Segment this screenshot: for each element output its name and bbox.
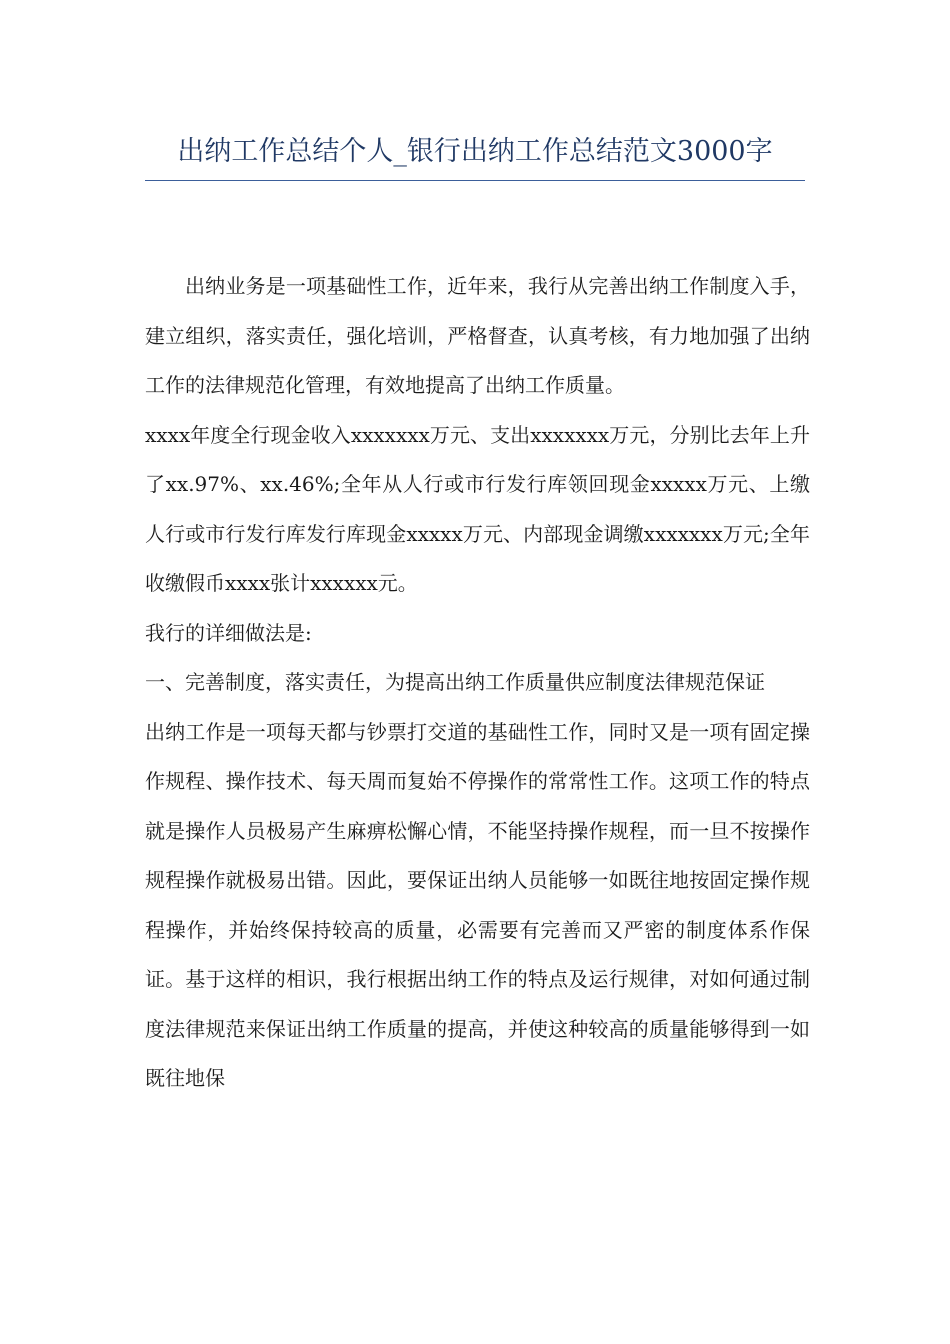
paragraph-intro: 出纳业务是一项基础性工作，近年来，我行从完善出纳工作制度入手，建立组织，落实责任，强化培训，严格督查，认真考核，有力地加强了出纳工作的法律规范化管理，有效地提高了出纳工作质量。 [145, 274, 810, 397]
paragraph-section-1-body: 出纳工作是一项每天都与钞票打交道的基础性工作，同时又是一项有固定操作规程、操作技术、每天周而复始不停操作的常常性工作。这项工作的特点就是操作人员极易产生麻痹松懈心情，不能坚持操作规程，而一旦不按操作规程操作就极易出错。因此，要保证出纳人员能够一如既往地按固定操作规程操作，并始终保持较高的质量，必需要有完善而又严密的制度体系作保证。基于这样的相识，我行根据出纳工作的特点及运行规律，对如何通过制度法律规范来保证出纳工作质量的提高，并使这种较高的质量能够得到一如既往地保 [145, 719, 810, 1090]
paragraph-statistics: xxxx年度全行现金收入xxxxxxx万元、支出xxxxxxx万元，分别比去年上升了xx.97%、xx.46%;全年从人行或市行发行库领回现金xxxxx万元、上缴人行或市行发行库发行库现金xxxxx万元、内部现金调缴xxxxxxx万元;全年收缴假币xxxx张计xxxxxx元。 [145, 422, 810, 595]
paragraph-methods-lead: 我行的详细做法是: [145, 620, 312, 645]
document-body [145, 262, 810, 1104]
document-title: 出纳工作总结个人_银行出纳工作总结范文3000字 [177, 136, 773, 167]
section-heading-1: 一、完善制度，落实责任，为提高出纳工作质量供应制度法律规范保证 [145, 670, 765, 694]
title-underline [145, 180, 805, 181]
